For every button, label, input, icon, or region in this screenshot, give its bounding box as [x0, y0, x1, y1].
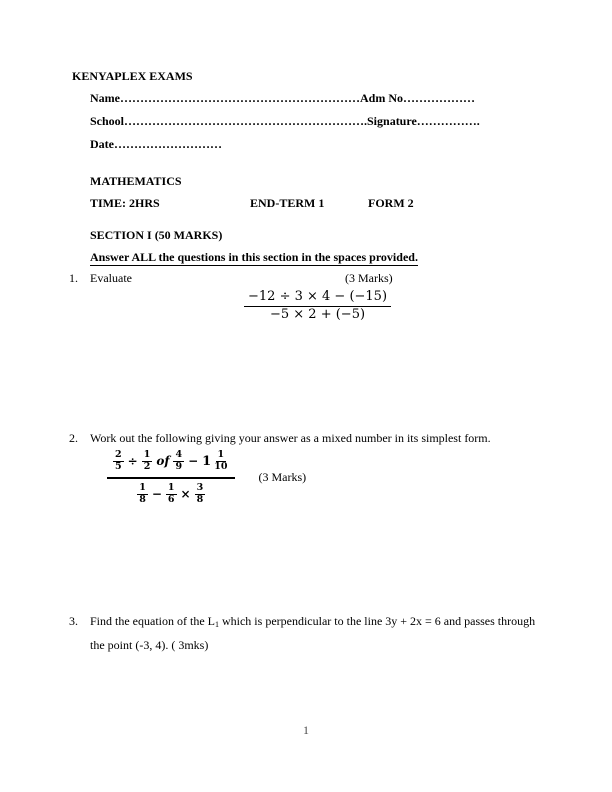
times-operator: × [180, 487, 191, 502]
q1-denominator: −5 × 2 + (−5) [269, 306, 366, 322]
divide-operator: ÷ [127, 454, 138, 469]
fraction-one-tenth: 1 10 [214, 449, 228, 473]
fraction-one-eighth: 1 8 [139, 481, 146, 506]
section-heading: SECTION I (50 MARKS) [90, 228, 223, 242]
question-2-expression [107, 449, 306, 507]
page-number: 1 [303, 723, 309, 737]
fraction-one-half: $\frac{1}{2}$ [143, 449, 151, 473]
fraction-two-fifths: $\frac{2}{5}$ [115, 449, 122, 473]
form-label: FORM 2 [368, 196, 414, 210]
time-label: TIME: 2HRS [90, 196, 160, 210]
mixed-number-one-and-one-tenth: 1 1 10 [202, 449, 228, 473]
subject-title: MATHEMATICS [90, 174, 182, 188]
question-2-number: 2. [69, 431, 78, 445]
section-instruction: Answer ALL the questions in this section in the spaces provided. [90, 250, 418, 266]
q1-numerator: −12 ÷ 3 × 4 − (−15) [244, 290, 391, 307]
question-1-text: Evaluate [90, 271, 132, 285]
q2-denominator [107, 479, 235, 507]
question-1-marks: (3 Marks) [345, 271, 393, 285]
question-1-expression [244, 290, 391, 323]
term-label: END-TERM 1 [250, 196, 325, 210]
question-3-line2: the point (-3, 4). ( 3mks) [90, 638, 209, 652]
question-2-marks: (3 Marks) [258, 470, 307, 485]
minus-operator: − [188, 454, 199, 469]
fraction-one-sixth: $\frac{1}{6}$ [167, 481, 175, 506]
date-fill-line: Date……………………… [90, 137, 222, 151]
line-subscript: 1 [214, 620, 219, 629]
question-1-number: 1. [69, 271, 78, 285]
of-word: of [156, 454, 170, 469]
question-3-line1: Find the equation of the L1 which is perpendicular to the line 3y + 2x = 6 and passes through [90, 614, 536, 629]
name-fill-line: Name……………………………………………………Adm No……………… [90, 91, 475, 105]
q2-numerator [107, 449, 235, 479]
fraction-four-ninths: 4 9 [175, 449, 183, 473]
question-2-text: Work out the following giving your answer as a mixed number in its simplest form. [90, 431, 491, 445]
school-fill-line: School…………………………………………………….Signature……………. [90, 114, 480, 128]
fraction-three-eighths: $\frac{3}{8}$ [196, 481, 204, 506]
question-3-number: 3. [69, 614, 78, 628]
exam-title: KENYAPLEX EXAMS [72, 69, 193, 83]
minus-operator: − [151, 487, 162, 502]
q2-main-fraction [107, 449, 235, 507]
